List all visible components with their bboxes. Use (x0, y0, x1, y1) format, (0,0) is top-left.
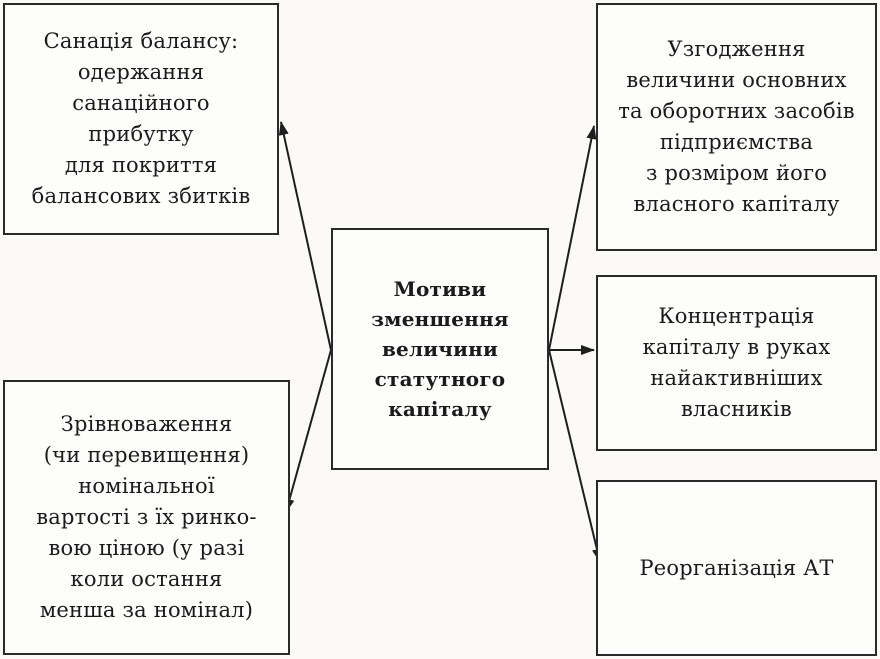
motive-text-reorganization: Реорганізація АТ (639, 555, 834, 580)
arrow-to-left-top (281, 122, 331, 350)
motive-text-capital-alignment: Узгодження величини основних та оборотних засобів підприємства з розміром його власного капіталу (618, 37, 855, 216)
arrow-to-left-bottom (286, 350, 331, 512)
central-box-motives (331, 228, 549, 470)
motive-box-balance-sanation (3, 3, 279, 235)
motive-text-nominal-market-balance: Зрівноваження (чи перевищення) номінальної вартості з їх ринко- вою ціною (у разі коли остання менша за номінал) (36, 412, 257, 622)
motive-text-balance-sanation: Санація балансу: одержання санаційного прибутку для покриття балансових збитків (31, 29, 251, 208)
arrow-to-right-3 (549, 350, 600, 562)
motive-box-nominal-market-balance (3, 380, 290, 655)
motive-box-capital-concentration (596, 275, 877, 451)
central-title: Мотиви зменшення величини статутного капіталу (371, 277, 509, 421)
arrow-to-right-1 (549, 126, 594, 350)
motive-box-capital-alignment (596, 3, 877, 251)
motive-box-reorganization (596, 480, 877, 656)
motive-text-capital-concentration: Концентрація капіталу в руках найактивніших власників (642, 304, 831, 421)
